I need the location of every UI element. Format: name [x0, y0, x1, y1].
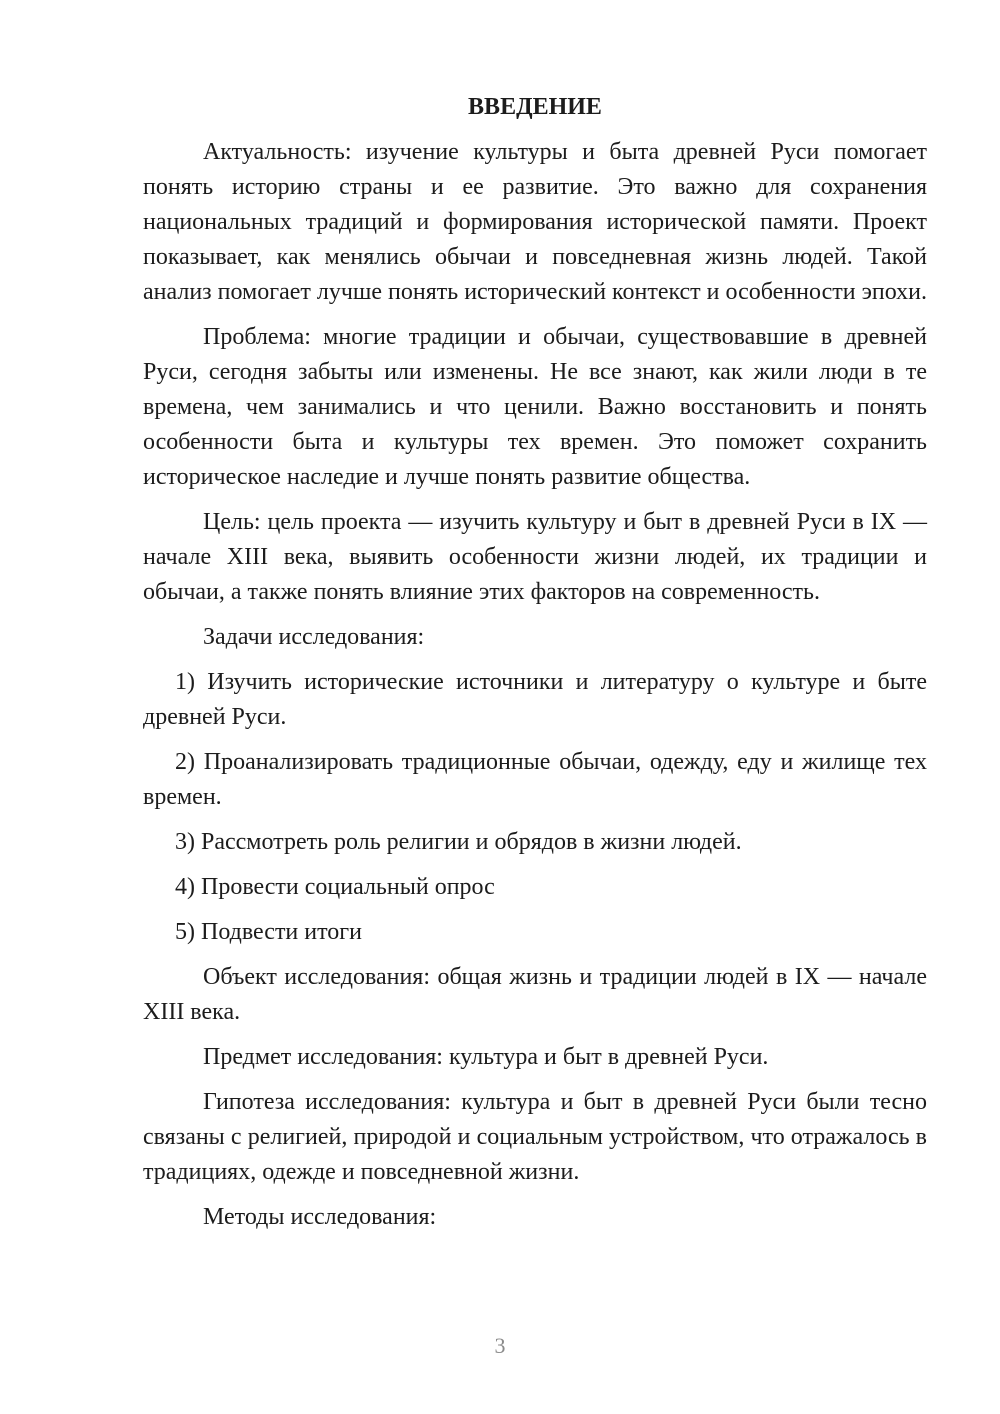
methods-title: Методы исследования:	[203, 1204, 437, 1230]
paragraph-problem: Проблема: многие традиции и обычаи, существовавшие в древней Руси, сегодня забыты или изменены. Не все знают, как жили люди в те времена, чем занимались и что ценили. Важно восстановить и понять особенности быта и культуры тех времен. Это поможет сохранить историческое наследие и лучше понять развитие общества.	[143, 324, 927, 490]
page-content	[143, 90, 927, 1245]
paragraph-goal: Цель: цель проекта — изучить культуру и быт в древней Руси в IX — начале XIII века, выявить особенности жизни людей, их традиции и обычаи, а также понять влияние этих факторов на современность.	[143, 509, 927, 605]
paragraph-subject: Предмет исследования: культура и быт в древней Руси.	[203, 1044, 769, 1070]
section-heading: ВВЕДЕНИЕ	[468, 94, 602, 120]
task-item: 5) Подвести итоги	[175, 919, 362, 945]
task-item: 4) Провести социальный опрос	[175, 874, 495, 900]
task-item: 1) Изучить исторические источники и литературу о культуре и быте древней Руси.	[143, 669, 927, 730]
tasks-list	[143, 665, 927, 950]
paragraph-relevance: Актуальность: изучение культуры и быта древней Руси помогает понять историю страны и ее развитие. Это важно для сохранения национальных традиций и формирования исторической памяти. Проект показывает, как менялись обычаи и повседневная жизнь людей. Такой анализ помогает лучше понять исторический контекст и особенности эпохи.	[143, 139, 927, 305]
paragraph-hypothesis: Гипотеза исследования: культура и быт в древней Руси были тесно связаны с религией, природой и социальным устройством, что отражалось в традициях, одежде и повседневной жизни.	[143, 1089, 927, 1185]
task-item: 2) Проанализировать традиционные обычаи, одежду, еду и жилище тех времен.	[143, 749, 927, 810]
tasks-title: Задачи исследования:	[203, 624, 425, 650]
paragraph-object: Объект исследования: общая жизнь и традиции людей в IX — начале XIII века.	[143, 964, 927, 1025]
page-number: 3	[494, 1333, 506, 1358]
task-item: 3) Рассмотреть роль религии и обрядов в жизни людей.	[175, 829, 742, 855]
